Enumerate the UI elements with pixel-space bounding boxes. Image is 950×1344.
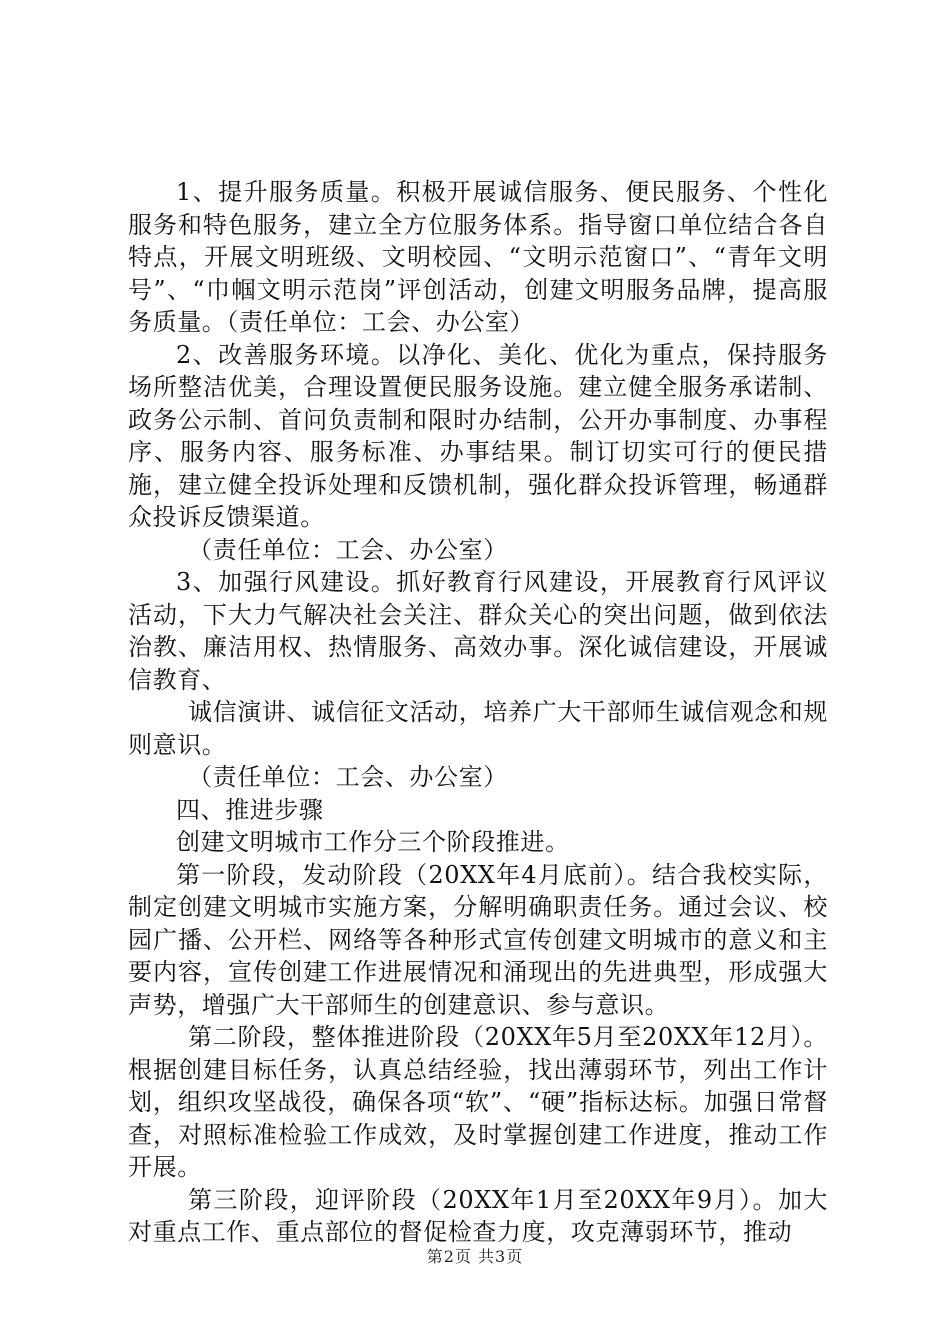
paragraph-service-quality: 1、提升服务质量。积极开展诚信服务、便民服务、个性化服务和特色服务，建立全方位服务体系。指导窗口单位结合各自特点，开展文明班级、文明校园、“文明示范窗口”、“青年文明号”、“巾帼文明示范岗”评创活动，创建文明服务品牌，提高服务质量。（责任单位：工会、办公室） bbox=[128, 178, 828, 336]
paragraph-responsibility-2: （责任单位：工会、办公室） bbox=[188, 763, 508, 791]
paragraph-stage-three: 第三阶段，迎评阶段（20XX年1月至20XX年9月）。加大对重点工作、重点部位的督促检查力度，攻克薄弱环节，推动 bbox=[128, 1185, 828, 1246]
paragraph-stage-two: 第二阶段，整体推进阶段（20XX年5月至20XX年12月）。根据创建目标任务，认真总结经验，找出薄弱环节，列出工作计划，组织攻坚战役，确保各项“软”、“硬”指标达标。加强日常督查，对照标准检验工作成效，及时掌握创建工作进度，推动工作开展。 bbox=[128, 1023, 828, 1181]
section-heading-steps: 四、推进步骤 bbox=[176, 795, 324, 824]
paragraph-three-stages: 创建文明城市工作分三个阶段推进。 bbox=[176, 828, 570, 856]
paragraph-responsibility-1: （责任单位：工会、办公室） bbox=[188, 535, 508, 564]
paragraph-stage-one: 第一阶段，发动阶段（20XX年4月底前）。结合我校实际，制定创建文明城市实施方案，分解明确职责任务。通过会议、校园广播、公开栏、网络等各种形式宣传创建文明城市的意义和主要内容，宣传创建工作进展情况和涌现出的先进典型，形成强大声势，增强广大干部师生的创建意识、参与意识。 bbox=[128, 860, 828, 1019]
paragraph-integrity-activities: 诚信演讲、诚信征文活动，培养广大干部师生诚信观念和规则意识。 bbox=[128, 698, 828, 759]
paragraph-work-style: 3、加强行风建设。抓好教育行风建设，开展教育行风评议活动，下大力气解决社会关注、群众关心的突出问题，做到依法治教、廉洁用权、热情服务、高效办事。深化诚信建设，开展诚信教育、 bbox=[128, 568, 828, 694]
page-footer: 第2页 共3页 bbox=[426, 1247, 524, 1266]
paragraph-service-environment: 2、改善服务环境。以净化、美化、优化为重点，保持服务场所整洁优美，合理设置便民服务设施。建立健全服务承诺制、政务公示制、首问负责制和限时办结制，公开办事制度、办事程序、服务内容、服务标准、办事结果。制订切实可行的便民措施，建立健全投诉处理和反馈机制，强化群众投诉管理，畅通群众投诉反馈渠道。 bbox=[128, 340, 828, 531]
document-body bbox=[128, 176, 828, 1249]
